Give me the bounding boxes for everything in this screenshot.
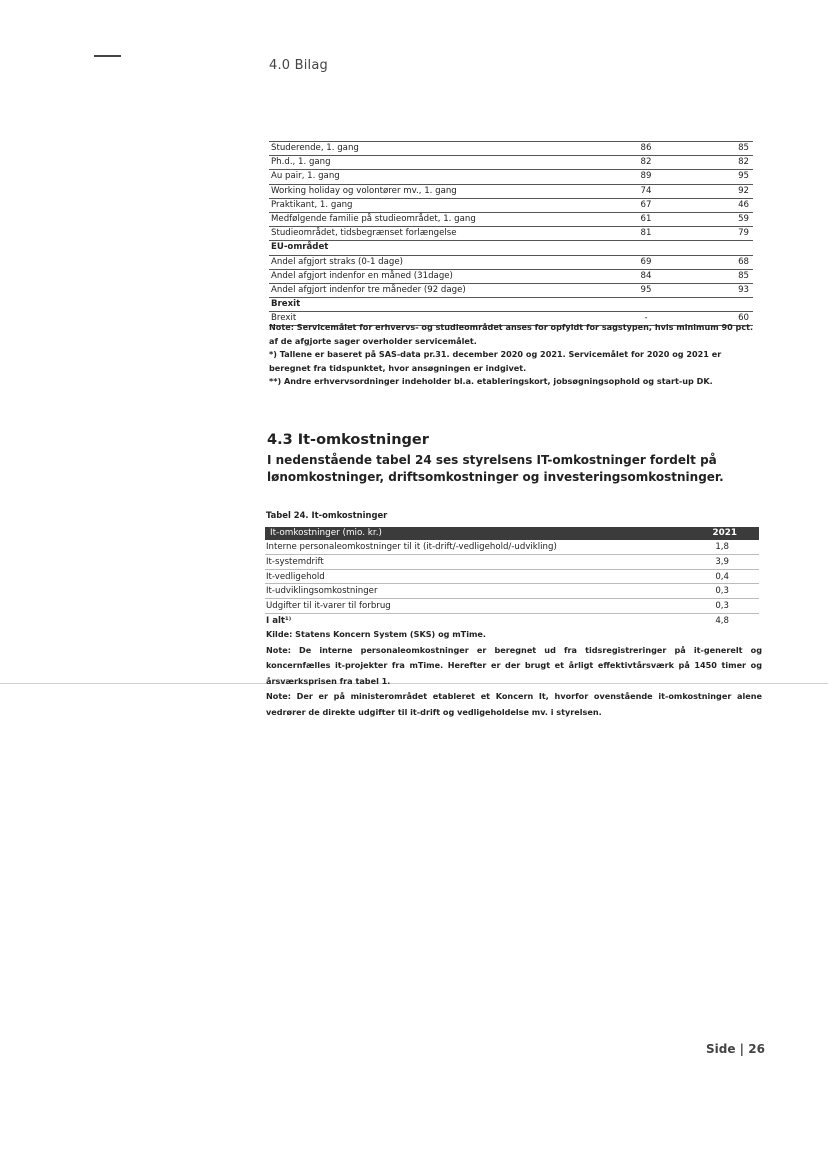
row-label: Ph.d., 1. gang bbox=[271, 157, 331, 168]
row-label: Brexit bbox=[271, 313, 297, 324]
row-label: Working holiday og volontører mv., 1. gang bbox=[271, 185, 457, 196]
row-label: It-vedligehold bbox=[266, 571, 325, 582]
row-label: Brexit bbox=[271, 299, 301, 310]
section-heading: 4.3 It-omkostninger bbox=[267, 432, 429, 448]
value-2021: 46 bbox=[738, 199, 749, 210]
row-value: 0,4 bbox=[715, 571, 729, 582]
table-row bbox=[269, 156, 753, 170]
table-group-header bbox=[269, 241, 753, 255]
row-label: Andel afgjort straks (0-1 dage) bbox=[271, 256, 403, 267]
it-note-2: Note: Der er på ministerområdet etableret et Koncern It, hvorfor ovenstående it-omkostninger alene vedrører de direkte udgifter til it-drift og vedligeholdelse mv. i styrelsen. bbox=[266, 691, 762, 717]
row-label: It-udviklingsomkostninger bbox=[266, 586, 378, 597]
section-lead-text: I nedenstående tabel 24 ses styrelsens IT-omkostninger fordelt på lønomkostninger, driftsomkostninger og investeringsomkostninger. bbox=[267, 453, 724, 484]
header-year: 2021 bbox=[712, 528, 737, 538]
row-label: EU-området bbox=[271, 242, 329, 253]
table-row bbox=[269, 270, 753, 284]
service-goal-table-body bbox=[269, 142, 753, 326]
value-2021: 85 bbox=[738, 270, 749, 281]
table-row bbox=[269, 199, 753, 213]
value-2021: 68 bbox=[738, 256, 749, 267]
table-row bbox=[265, 570, 759, 585]
it-costs-table-body bbox=[265, 540, 759, 628]
table-row bbox=[265, 599, 759, 614]
it-costs-source-notes bbox=[266, 627, 762, 721]
value-2020: - bbox=[644, 313, 648, 324]
row-value: 1,8 bbox=[715, 542, 729, 552]
source-line: Kilde: Statens Koncern System (SKS) og mTime. bbox=[266, 629, 486, 639]
note-3: **) Andre erhvervsordninger indeholder bl.a. etableringskort, jobsøgningsophold og start-up DK. bbox=[269, 376, 713, 386]
table-row bbox=[269, 227, 753, 241]
row-label: Medfølgende familie på studieområdet, 1. gang bbox=[271, 213, 476, 224]
row-label: Interne personaleomkostninger til it (it-drift/-vedligehold/-udvikling) bbox=[266, 542, 557, 552]
value-2021: 79 bbox=[738, 228, 749, 239]
table-total-row bbox=[265, 614, 759, 628]
row-value: 3,9 bbox=[715, 556, 729, 567]
row-label: Au pair, 1. gang bbox=[271, 171, 340, 182]
note-2: *) Tallene er baseret på SAS-data pr.31. december 2020 og 2021. Servicemålet for 2020 og 2021 er beregnet fra tidspunktet, hvor ansøgningen er indgivet. bbox=[269, 349, 722, 373]
header-label: It-omkostninger (mio. kr.) bbox=[270, 528, 382, 538]
value-2021: 95 bbox=[738, 171, 749, 182]
it-costs-table bbox=[265, 527, 759, 628]
row-label: Praktikant, 1. gang bbox=[271, 199, 353, 210]
page-header-title: 4.0 Bilag bbox=[269, 58, 328, 73]
value-2021: 60 bbox=[738, 313, 749, 324]
table-row bbox=[265, 540, 759, 555]
value-2020: 74 bbox=[640, 185, 652, 196]
it-costs-table-header bbox=[265, 527, 759, 540]
value-2020: 86 bbox=[640, 143, 652, 153]
value-2021: 59 bbox=[738, 213, 749, 224]
value-2020: 69 bbox=[640, 256, 652, 267]
row-label: It-systemdrift bbox=[266, 556, 324, 567]
it-note-1: Note: De interne personaleomkostninger er beregnet ud fra tidsregistreringer på it-generelt og koncernfælles it-projekter fra mTime. Herefter er der brugt et årligt effektivtårsværk på 1450 timer og årsværksprisen fra tabel 1. bbox=[266, 644, 762, 686]
value-2020: 67 bbox=[640, 199, 652, 210]
value-2020: 95 bbox=[640, 284, 652, 295]
table-row bbox=[269, 142, 753, 156]
row-label: I alt¹⁾ bbox=[266, 615, 292, 626]
value-2021: 82 bbox=[738, 157, 749, 168]
row-value: 4,8 bbox=[715, 615, 729, 626]
service-goal-table bbox=[269, 141, 753, 326]
table-row bbox=[269, 284, 753, 298]
value-2021: 93 bbox=[738, 284, 749, 295]
table-row bbox=[265, 584, 759, 599]
value-2020: 84 bbox=[640, 270, 652, 281]
value-2020: 81 bbox=[640, 228, 652, 239]
value-2021: 85 bbox=[738, 143, 749, 153]
value-2020: 61 bbox=[640, 213, 652, 224]
value-2021: 92 bbox=[738, 185, 749, 196]
row-label: Andel afgjort indenfor en måned (31dage) bbox=[271, 270, 453, 281]
table-row bbox=[269, 256, 753, 270]
table-row bbox=[269, 185, 753, 199]
table-row bbox=[269, 170, 753, 184]
value-2020: 89 bbox=[640, 171, 652, 182]
value-2020: 82 bbox=[640, 157, 652, 168]
table-row bbox=[265, 555, 759, 570]
row-label: Studerende, 1. gang bbox=[271, 143, 359, 153]
row-label: Andel afgjort indenfor tre måneder (92 dage) bbox=[271, 284, 466, 295]
table-group-header bbox=[269, 298, 753, 312]
table-row bbox=[269, 213, 753, 227]
table-caption: Tabel 24. It-omkostninger bbox=[266, 510, 388, 520]
note-1: Note: Servicemålet for erhvervs- og studieområdet anses for opfyldt for sagstypen, hvis minimum 90 pct. af de afgjorte sager overholder servicemålet. bbox=[269, 322, 754, 346]
row-value: 0,3 bbox=[715, 601, 729, 612]
page-number: Side | 26 bbox=[706, 1042, 765, 1056]
row-label: Udgifter til it-varer til forbrug bbox=[266, 601, 391, 612]
row-label: Studieområdet, tidsbegrænset forlængelse bbox=[271, 228, 457, 239]
top-left-rule bbox=[94, 55, 121, 57]
row-value: 0,3 bbox=[715, 586, 729, 597]
service-goal-notes bbox=[269, 321, 759, 389]
